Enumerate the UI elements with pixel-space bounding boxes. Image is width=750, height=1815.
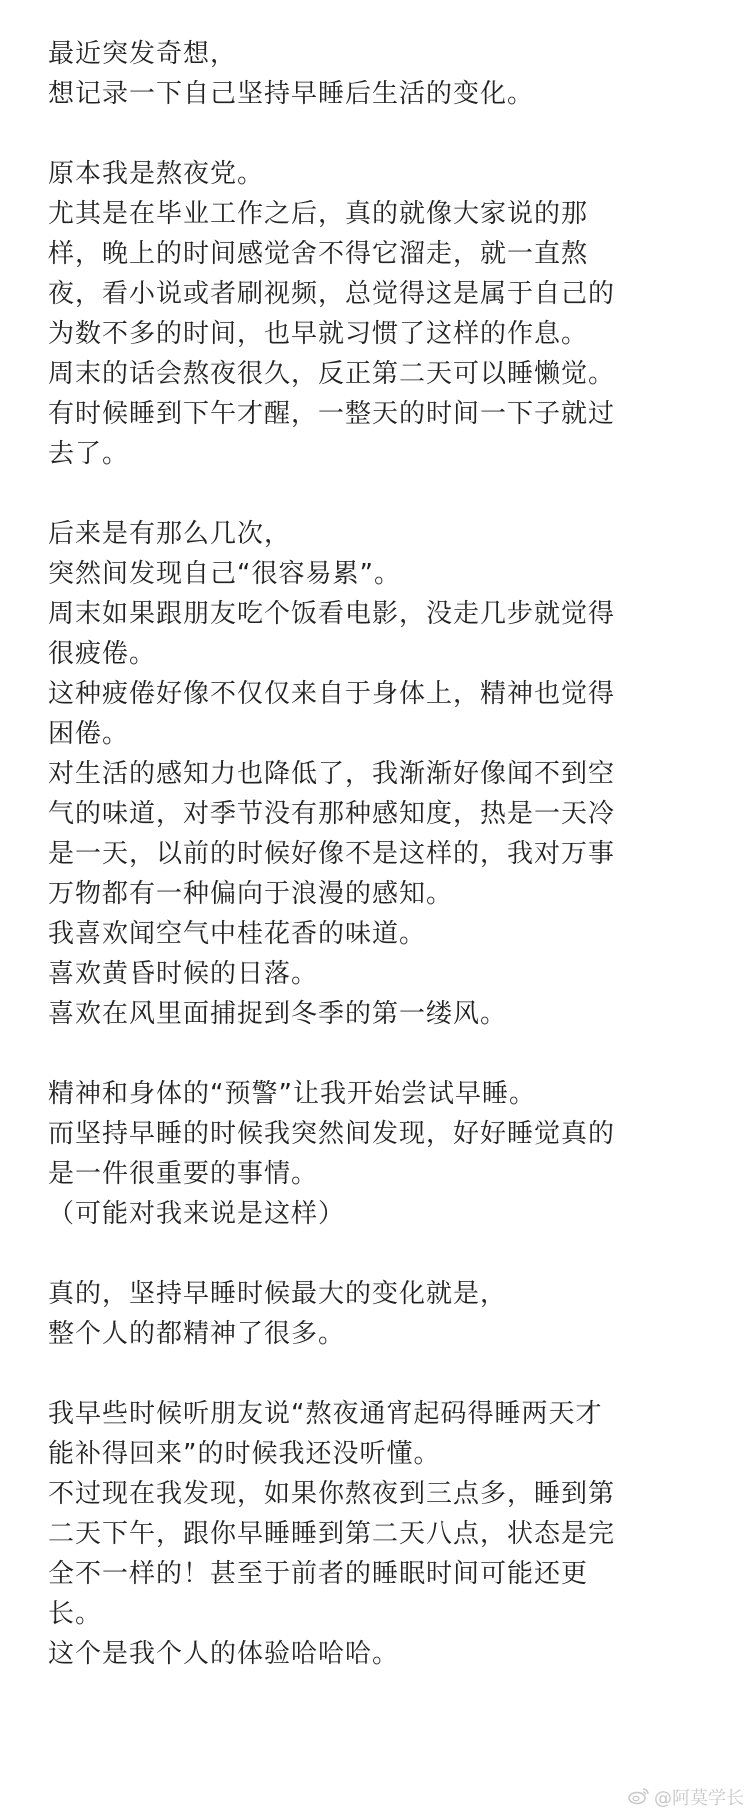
text-line: 是一天，以前的时候好像不是这样的，我对万事 xyxy=(48,839,616,869)
text-line: 长。 xyxy=(48,1599,103,1629)
text-line: 精神和身体的“预警”让我开始尝试早睡。 xyxy=(48,1079,536,1109)
text-line: 周末的话会熬夜很久，反正第二天可以睡懒觉。 xyxy=(48,359,616,389)
text-line: 我早些时候听朋友说“熬夜通宵起码得睡两天才 xyxy=(48,1399,603,1429)
text-line: 想记录一下自己坚持早睡后生活的变化。 xyxy=(48,79,535,109)
text-line: 夜，看小说或者刷视频，总觉得这是属于自己的 xyxy=(48,279,616,309)
text-line: 尤其是在毕业工作之后，真的就像大家说的那 xyxy=(48,199,589,229)
paragraph xyxy=(48,1274,708,1354)
text-line: 整个人的都精神了很多。 xyxy=(48,1319,346,1349)
text-line: 有时候睡到下午才醒，一整天的时间一下子就过 xyxy=(48,399,616,429)
text-line: 对生活的感知力也降低了，我渐渐好像闻不到空 xyxy=(48,759,616,789)
paragraph xyxy=(48,1074,708,1234)
paragraph xyxy=(48,34,708,114)
text-line: 全不一样的！甚至于前者的睡眠时间可能还更 xyxy=(48,1559,589,1589)
text-line: 这个是我个人的体验哈哈哈。 xyxy=(48,1639,400,1669)
text-line: 气的味道，对季节没有那种感知度，热是一天冷 xyxy=(48,799,616,829)
paragraph xyxy=(48,154,708,474)
text-line: 我喜欢闻空气中桂花香的味道。 xyxy=(48,919,427,949)
text-line: 喜欢在风里面捕捉到冬季的第一缕风。 xyxy=(48,999,508,1029)
text-line: 后来是有那么几次， xyxy=(48,519,292,549)
watermark-text: @阿莫学长 xyxy=(654,1788,744,1809)
text-line: 原本我是熬夜党。 xyxy=(48,159,265,189)
text-line: 不过现在我发现，如果你熬夜到三点多，睡到第 xyxy=(48,1479,616,1509)
text-line: 突然间发现自己“很容易累”。 xyxy=(48,559,401,589)
weibo-logo-icon xyxy=(628,1787,650,1811)
text-line: 最近突发奇想， xyxy=(48,39,238,69)
text-line: （可能对我来说是这样） xyxy=(48,1199,346,1229)
paragraph xyxy=(48,514,708,1034)
text-line: 这种疲倦好像不仅仅来自于身体上，精神也觉得 xyxy=(48,679,616,709)
text-line: 很疲倦。 xyxy=(48,639,157,669)
text-line: 周末如果跟朋友吃个饭看电影，没走几步就觉得 xyxy=(48,599,616,629)
text-line: 真的，坚持早睡时候最大的变化就是， xyxy=(48,1279,508,1309)
text-line: 是一件很重要的事情。 xyxy=(48,1159,319,1189)
paragraph xyxy=(48,1394,708,1674)
text-line: 能补得回来”的时候我还没听懂。 xyxy=(48,1439,441,1469)
weibo-watermark xyxy=(628,1787,744,1811)
text-line: 样，晚上的时间感觉舍不得它溜走，就一直熬 xyxy=(48,239,589,269)
text-line: 万物都有一种偏向于浪漫的感知。 xyxy=(48,879,454,909)
text-line: 为数不多的时间，也早就习惯了这样的作息。 xyxy=(48,319,589,349)
text-line: 喜欢黄昏时候的日落。 xyxy=(48,959,319,989)
post-body xyxy=(48,34,708,1714)
text-line: 二天下午，跟你早睡睡到第二天八点，状态是完 xyxy=(48,1519,616,1549)
text-line: 而坚持早睡的时候我突然间发现，好好睡觉真的 xyxy=(48,1119,616,1149)
text-line: 去了。 xyxy=(48,439,130,469)
text-line: 困倦。 xyxy=(48,719,130,749)
